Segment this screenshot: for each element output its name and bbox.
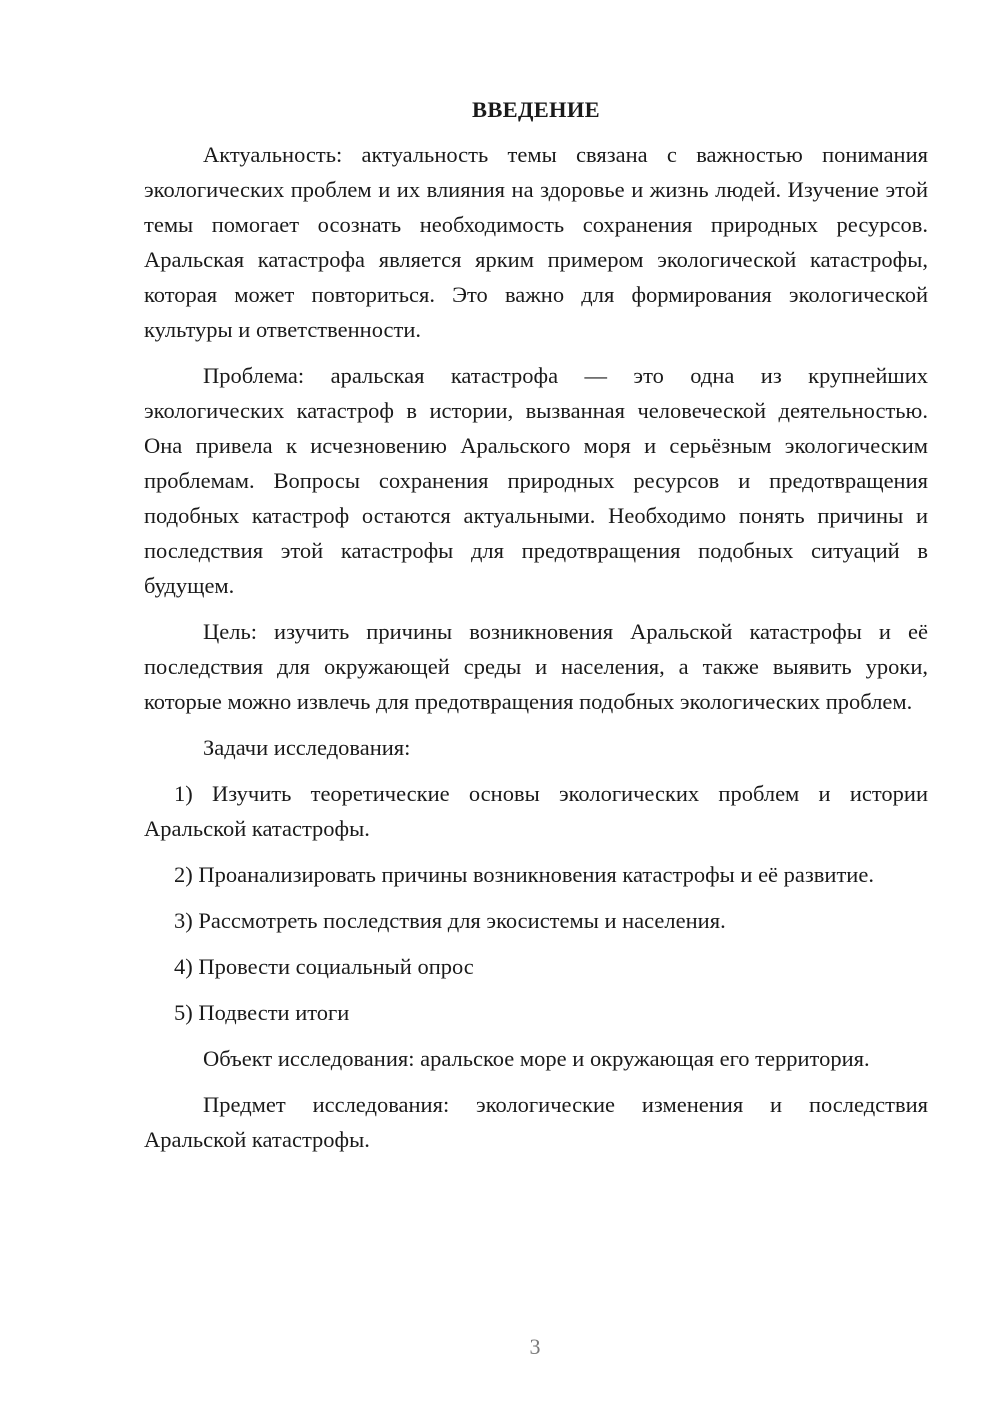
task-item-1: 1) Изучить теоретические основы экологических проблем и истории Аральской катастрофы. <box>144 781 928 841</box>
page-content <box>144 95 928 1168</box>
section-heading: ВВЕДЕНИЕ <box>472 97 600 122</box>
paragraph-relevance: Актуальность: актуальность темы связана с важностью понимания экологических проблем и их влияния на здоровье и жизнь людей. Изучение этой темы помогает осознать необходимость сохранения природных ресурсов. Аральская катастрофа является ярким примером экологической катастрофы, которая может повториться. Это важно для формирования экологической культуры и ответственности. <box>144 142 928 342</box>
page-number: 3 <box>529 1334 541 1359</box>
task-item-5: 5) Подвести итоги <box>174 1000 350 1025</box>
paragraph-goal: Цель: изучить причины возникновения Аральской катастрофы и её последствия для окружающей среды и населения, а также выявить уроки, которые можно извлечь для предотвращения подобных экологических проблем. <box>144 619 928 714</box>
task-item-4: 4) Провести социальный опрос <box>174 954 474 979</box>
task-item-2: 2) Проанализировать причины возникновения катастрофы и её развитие. <box>174 862 874 887</box>
task-item-3: 3) Рассмотреть последствия для экосистемы и населения. <box>174 908 726 933</box>
paragraph-tasks-title: Задачи исследования: <box>203 735 411 760</box>
paragraph-subject: Предмет исследования: экологические изменения и последствия Аральской катастрофы. <box>144 1092 928 1152</box>
paragraph-object: Объект исследования: аральское море и окружающая его территория. <box>203 1046 870 1071</box>
paragraph-problem: Проблема: аральская катастрофа — это одна из крупнейших экологических катастроф в истории, вызванная человеческой деятельностью. Она привела к исчезновению Аральского моря и серьёзным экологическим проблемам. Вопросы сохранения природных ресурсов и предотвращения подобных катастроф остаются актуальными. Необходимо понять причины и последствия этой катастрофы для предотвращения подобных ситуаций в будущем. <box>144 363 928 598</box>
